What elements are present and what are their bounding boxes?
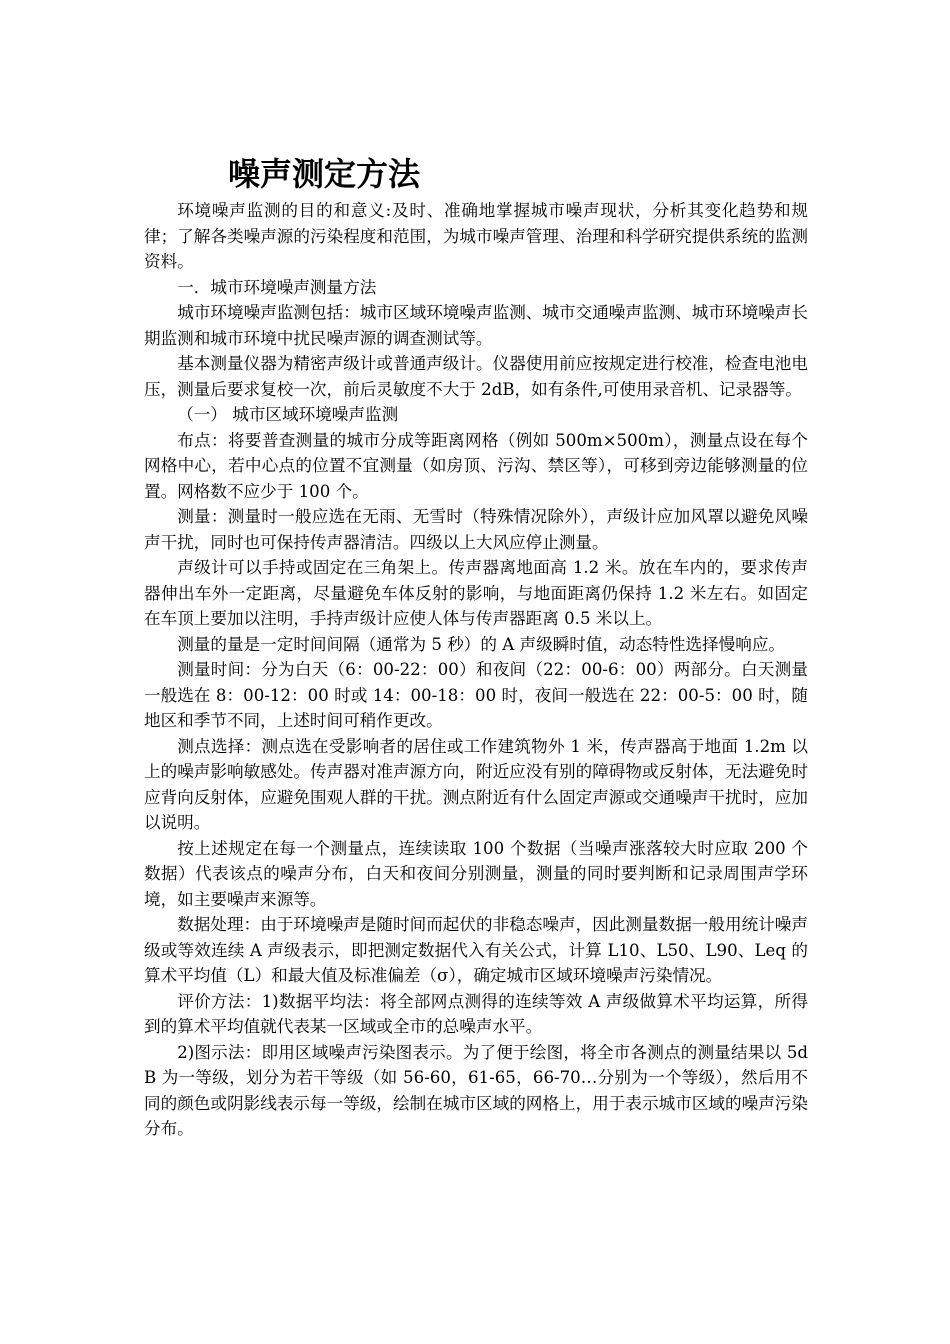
paragraph: 基本测量仪器为精密声级计或普通声级计。仪器使用前应按规定进行校准，检查电池电压，测量后要求复校一次，前后灵敏度不大于 2dB，如有条件,可使用录音机、记录器等。 [144,354,808,399]
document-title: 噪声测定方法 [228,155,421,193]
paragraph: 2)图示法：即用区域噪声污染图表示。为了便于绘图，将全市各测点的测量结果以 5dB 为一等级，划分为若干等级（如 56-60，61-65，66-70…分别为一个等级），然后用不同的颜色或阴影线表示每一等级，绘制在城市区域的网格上，用于表示城市区域的噪声污染分布。 [144,1042,808,1138]
paragraph: 评价方法：1)数据平均法：将全部网点测得的连续等效 A 声级做算术平均运算，所得到的算术平均值就代表某一区域或全市的总噪声水平。 [144,991,808,1036]
paragraph: 测量时间：分为白天（6：00-22：00）和夜间（22：00-6：00）两部分。白天测量一般选在 8：00-12：00 时或 14：00-18：00 时，夜间一般选在 22：00-5：00 时，随地区和季节不同，上述时间可稍作更改。 [144,660,808,730]
paragraph: 测量的量是一定时间间隔（通常为 5 秒）的 A 声级瞬时值，动态特性选择慢响应。 [177,634,786,654]
subsection-heading-1: （一） 城市区域环境噪声监测 [177,405,399,424]
paragraph: 数据处理：由于环境噪声是随时间而起伏的非稳态噪声，因此测量数据一般用统计噪声级或等效连续 A 声级表示，即把测定数据代入有关公式，计算 L10、L50、L90、Leq 的算术平均值（L）和最大值及标准偏差（σ），确定城市区域环境噪声污染情况。 [144,915,808,985]
paragraph: 按上述规定在每一个测量点，连续读取 100 个数据（当噪声涨落较大时应取 200 个数据）代表该点的噪声分布，白天和夜间分别测量，测量的同时要判断和记录周围声学环境，如主要噪声来源等。 [144,838,808,909]
paragraph: 城市环境噪声监测包括：城市区域环境噪声监测、城市交通噪声监测、城市环境噪声长期监测和城市环境中扰民噪声源的调查测试等。 [144,303,808,348]
paragraph: 布点：将要普查测量的城市分成等距离网格（例如 500m×500m），测量点设在每个网格中心，若中心点的位置不宜测量（如房顶、污沟、禁区等），可移到旁边能够测量的位置。网格数不应少于 100 个。 [144,430,808,501]
paragraph: 测点选择：测点选在受影响者的居住或工作建筑物外 1 米，传声器高于地面 1.2m 以上的噪声影响敏感处。传声器对准声源方向，附近应没有别的障碍物或反射体，无法避免时应背向反射体，应避免围观人群的干扰。测点附近有什么固定声源或交通噪声干扰时，应加以说明。 [144,736,808,832]
section-heading-1: 一．城市环境噪声测量方法 [177,277,377,297]
paragraph: 测量：测量时一般应选在无雨、无雪时（特殊情况除外），声级计应加风罩以避免风噪声干扰，同时也可保持传声器清洁。四级以上大风应停止测量。 [144,507,808,552]
paragraph: 声级计可以手持或固定在三角架上。传声器离地面高 1.2 米。放在车内的，要求传声器伸出车外一定距离，尽量避免车体反射的影响，与地面距离仍保持 1.2 米左右。如固定在车顶上要加以注明，手持声级计应使人体与传声器距离 0.5 米以上。 [144,558,808,628]
paragraph-intro: 环境噪声监测的目的和意义:及时、准确地掌握城市噪声现状，分析其变化趋势和规律；了解各类噪声源的污染程度和范围，为城市噪声管理、治理和科学研究提供系统的监测资料。 [144,201,808,271]
document-body [144,198,808,1142]
